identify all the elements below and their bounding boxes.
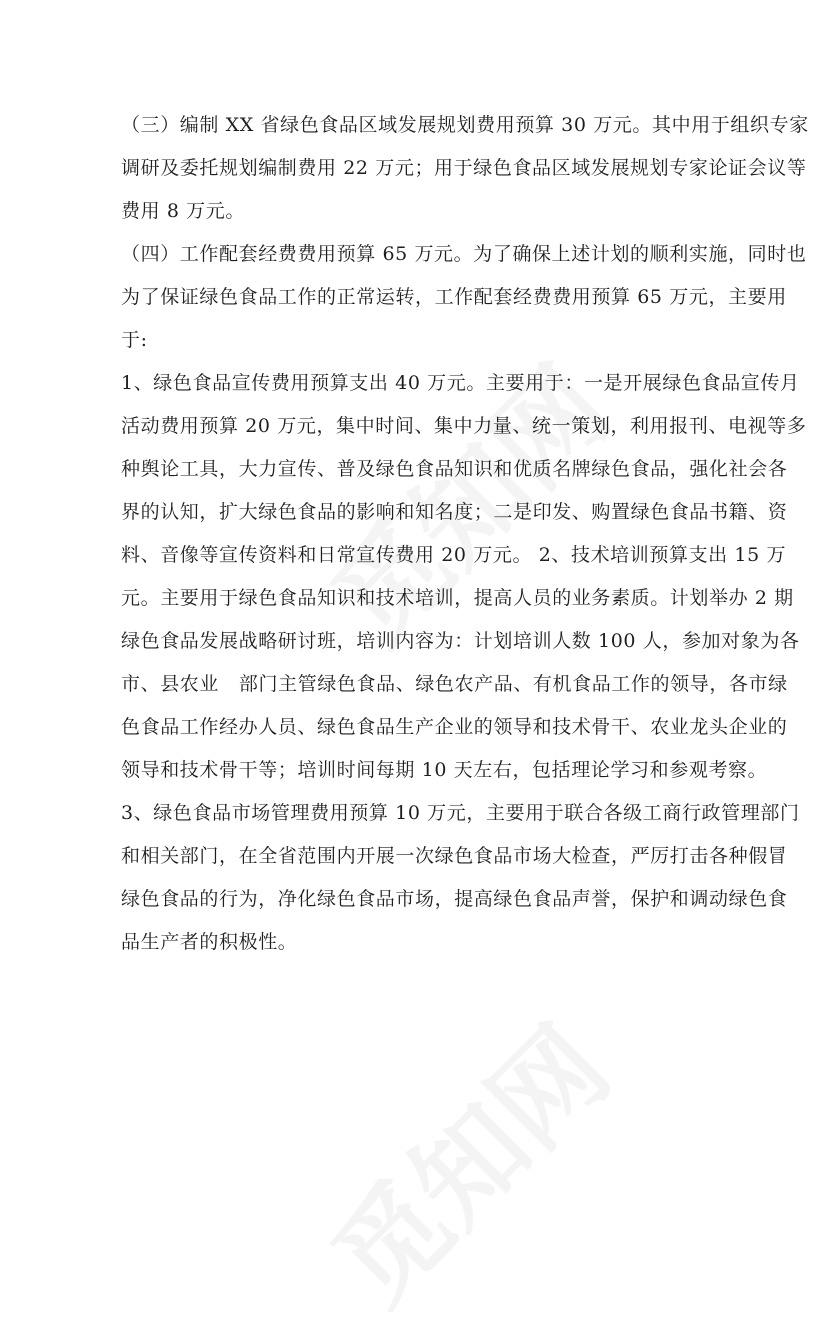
- text-line: 料、音像等宣传资料和日常宣传费用 20 万元。 2、技术培训预算支出 15 万: [121, 544, 787, 566]
- text-line: 1、绿色食品宣传费用预算支出 40 万元。主要用于：一是开展绿色食品宣传月: [121, 372, 800, 394]
- text-line: 3、绿色食品市场管理费用预算 10 万元，主要用于联合各级工商行政管理部门: [121, 802, 800, 824]
- text-line: 品生产者的积极性。: [121, 931, 298, 953]
- text-line: 于:: [121, 329, 148, 351]
- document-body: [121, 104, 809, 964]
- text-line: 种舆论工具，大力宣传、普及绿色食品知识和优质名牌绿色食品，强化社会各: [121, 458, 788, 480]
- text-line: （四）工作配套经费费用预算 65 万元。为了确保上述计划的顺利实施，同时也: [121, 243, 807, 265]
- text-line: 色食品工作经办人员、绿色食品生产企业的领导和技术骨干、农业龙头企业的: [121, 716, 788, 738]
- text-line: 绿色食品发展战略研讨班，培训内容为：计划培训人数 100 人，参加对象为各: [121, 630, 800, 652]
- text-line: 活动费用预算 20 万元，集中时间、集中力量、统一策划，利用报刊、电视等多: [121, 415, 807, 437]
- text-line: 费用 8 万元。: [121, 200, 245, 222]
- text-line: 调研及委托规划编制费用 22 万元；用于绿色食品区域发展规划专家论证会议等: [121, 157, 807, 179]
- text-line: 领导和技术骨干等；培训时间每期 10 天左右，包括理论学习和参观考察。: [121, 759, 768, 781]
- text-line: 和相关部门，在全省范围内开展一次绿色食品市场大检查，严厉打击各种假冒: [121, 845, 788, 867]
- text-line: 为了保证绿色食品工作的正常运转，工作配套经费费用预算 65 万元，主要用: [121, 286, 787, 308]
- text-line: 元。主要用于绿色食品知识和技术培训，提高人员的业务素质。计划举办 2 期: [121, 587, 794, 609]
- text-line: 绿色食品的行为，净化绿色食品市场，提高绿色食品声誉，保护和调动绿色食: [121, 888, 788, 910]
- watermark: [292, 986, 637, 1331]
- text-line: 市、县农业 部门主管绿色食品、绿色农产品、有机食品工作的领导，各市绿: [121, 673, 788, 695]
- text-line: 界的认知，扩大绿色食品的影响和知名度；二是印发、购置绿色食品书籍、资: [121, 501, 788, 523]
- text-line: （三）编制 XX 省绿色食品区域发展规划费用预算 30 万元。其中用于组织专家: [121, 114, 809, 136]
